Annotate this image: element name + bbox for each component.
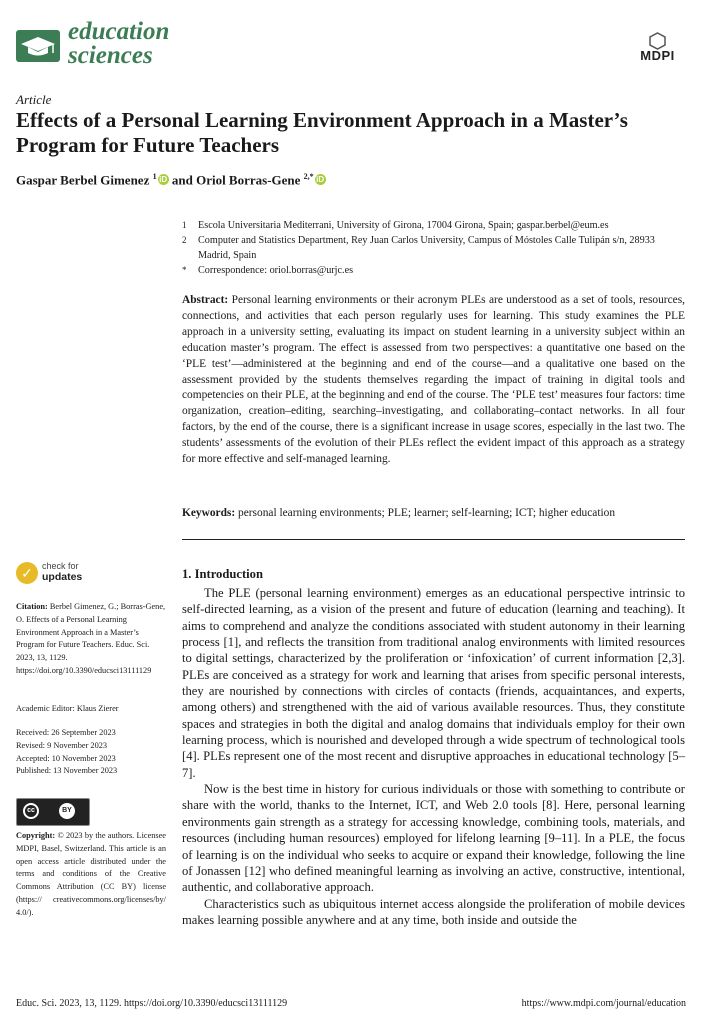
cc-icon: cc bbox=[23, 803, 39, 819]
academic-editor: Academic Editor: Klaus Zierer bbox=[16, 704, 119, 713]
article-type: Article bbox=[16, 92, 52, 107]
author-name: Oriol Borras-Gene bbox=[196, 172, 301, 188]
section-heading: 1. Introduction bbox=[182, 567, 263, 581]
orcid-icon[interactable]: iD bbox=[159, 175, 168, 185]
copyright: Copyright: © 2023 by the authors. Licensee MDPI, Basel, Switzerland. This article is an open access article distributed under the terms and conditions of the Creative Commons Attribution (CC BY) license (https:// creativecommons.org/licenses/by/ 4.0/). bbox=[16, 831, 166, 917]
orcid-icon[interactable]: iD bbox=[316, 175, 325, 185]
cc-by-license-badge[interactable] bbox=[16, 798, 90, 826]
page-footer bbox=[16, 998, 686, 1009]
journal-name: education sciences bbox=[68, 18, 170, 69]
author-name: Gaspar Berbel Gimenez bbox=[16, 172, 150, 188]
correspondence: * Correspondence: oriol.borras@urjc.es bbox=[182, 265, 354, 276]
paragraph: Now is the best time in history for curious individuals or those with something to contribute or share with the world, thanks to the Internet, ICT, and Web 2.0 tools [8]. Here, personal learning environments gain strength as a strategy for accessing knowledge, combining tools, materials, and resources (including human resources) employed for lifelong learning [9–11]. In a PLE, the focus of learning is on the individual who seeks to acquire or expand their knowledge, following the line of Jonassen [12] who defined meaningful learning as involving an active, constructive, intentional, authentic, and collaborative approach. bbox=[182, 782, 685, 895]
body-text bbox=[182, 585, 685, 928]
publisher-logo: MDPI bbox=[630, 32, 685, 62]
paragraph: Characteristics such as ubiquitous internet access alongside the proliferation of mobile devices makes learning possible anywhere and at any time, both inside and outside the bbox=[182, 896, 685, 927]
divider bbox=[182, 539, 685, 540]
keywords: Keywords: personal learning environments; PLE; learner; self-learning; ICT; higher education bbox=[182, 507, 616, 519]
journal-logo bbox=[16, 18, 176, 69]
affiliation-item: 1 Escola Universitaria Mediterrani, University of Girona, 17004 Girona, Spain; gaspar.berbel@eum.es bbox=[182, 220, 609, 231]
citation: Citation: Berbel Gimenez, G.; Borras-Gene, O. Effects of a Personal Learning Environment Approach in a Master’s Program for Future Teachers. Educ. Sci. 2023, 13, 1129. https://doi.org/10.3390/educsci13111129 bbox=[16, 602, 166, 675]
footer-citation: Educ. Sci. 2023, 13, 1129. https://doi.org/10.3390/educsci13111129 bbox=[16, 998, 288, 1009]
paragraph: The PLE (personal learning environment) emerges as an educational perspective intrinsic to self-directed learning, as a vision of the present and future of education (learning and teaching). It aims to comprehend and analyze the conditions associated with student autonomy in their learning process [1], and reflects the transition from traditional analog environments with limited resources to digital settings, characterized by the proliferation or ‘infoxication’ of current information [2,3]. PLEs are conceived as a strategy for work and learning that arises from specific personal interests, they are nourished by connections with circles of contacts (friends, acquaintances, and experts, among others) and strengthened with the aid of various available resources. Thus, they constitute spaces and strategies in both the digital and analog domains that individuals employ for their own learning process, which is nourished and developed through a wide spectrum of technological tools [4]. PLEs represent one of the most recent and disruptive approaches in educational technology [5–7]. bbox=[182, 586, 685, 780]
graduation-cap-icon bbox=[16, 30, 60, 62]
by-attribution-icon: BY bbox=[59, 803, 75, 819]
author-list: Gaspar Berbel Gimenez $^1$ iD and Oriol Borras-Gene $^{2,*}$ iD bbox=[16, 172, 325, 188]
article-title: Effects of a Personal Learning Environment Approach in a Master’s Program for Future Teachers bbox=[16, 108, 628, 157]
affiliations bbox=[182, 218, 687, 278]
publication-dates: Received: 26 September 2023 Revised: 9 November 2023 Accepted: 10 November 2023 Published: 13 November 2023 bbox=[16, 728, 118, 776]
check-updates-icon: ✓ bbox=[16, 562, 38, 584]
journal-url-link[interactable]: https://www.mdpi.com/journal/education bbox=[521, 998, 686, 1009]
check-for-updates-button[interactable]: ✓ check for updates bbox=[16, 561, 126, 587]
affiliation-item: 2 Computer and Statistics Department, Rey Juan Carlos University, Campus of Móstoles Calle Tulipán s/n, 28933 Madrid, Spain bbox=[182, 235, 655, 261]
abstract: Abstract: Personal learning environments or their acronym PLEs are understood as a set of tools, resources, connections, and activities that each person regularly uses for learning. This study examines the PLE approach in a university setting, evaluating its impact on student learning in a university subject within an education master’s program. The effect is assessed from two perspectives: a quantitative one based on the ‘PLE test’—administered at the beginning and end of the course—and a qualitative one based on the assessment provided by the students themselves regarding the impact of training in digital tools and competencies on their PLE, at the beginning and end of the course. The ‘PLE test’ measures four factors: time organization, creation–editing, searching–investigating, and collaborating–contact networks. In all four factors, by the end of the course, there is a significant increase in usage scores, especially in the last two. The students’ assessments of the evolution of their PLEs reflect the evident impact of this approach as a strategy for more effective and self-managed learning. bbox=[182, 294, 685, 466]
